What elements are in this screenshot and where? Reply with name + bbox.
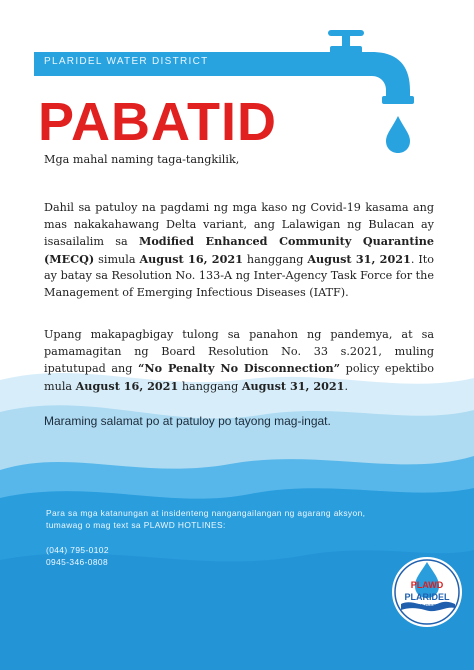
hotline-number: (044) 795-0102 [46, 545, 109, 555]
hotline-info: Para sa mga katanungan at insidenteng nangangailangan ng agarang aksyon, tumawag o mag text sa PLAWD HOTLINES: [46, 508, 366, 530]
faucet-icon [280, 20, 450, 160]
greeting: Mga mahal naming taga-tangkilik, [44, 153, 240, 166]
plawd-logo [391, 556, 463, 628]
page-title: PABATID [38, 92, 277, 152]
svg-text:WATER DISTRICT: WATER DISTRICT [408, 603, 446, 608]
closing-message: Maraming salamat po at patuloy po tayong mag-ingat. [44, 414, 331, 428]
district-name: PLARIDEL WATER DISTRICT [44, 56, 209, 67]
svg-text:PLARIDEL: PLARIDEL [404, 592, 450, 602]
paragraph-mecq: Dahil sa patuloy na pagdami ng mga kaso ng Covid-19 kasama ang mas nakakahawang Delta variant, ang Lalawigan ng Bulacan ay isasailalim sa Modified Enhanced Community Quarantine (MECQ) simula August 16, 2021 hanggang August 31, 2021. Ito ay batay sa Resolution No. 133-A ng Inter-Agency Task Force for the Management of Emerging Infectious Diseases (IATF). [44, 201, 434, 299]
hotline-number: 0945-346-0808 [46, 557, 109, 567]
svg-text:PLAWD: PLAWD [410, 580, 444, 590]
paragraph-policy: Upang makapagbigay tulong sa panahon ng pandemya, at sa pamamagitan ng Board Resolution No. 33 s.2021, muling ipatutupad ang “No Penalty No Disconnection” policy epektibo mula August 16, 2021 hanggang August 31, 2021. [44, 328, 434, 393]
